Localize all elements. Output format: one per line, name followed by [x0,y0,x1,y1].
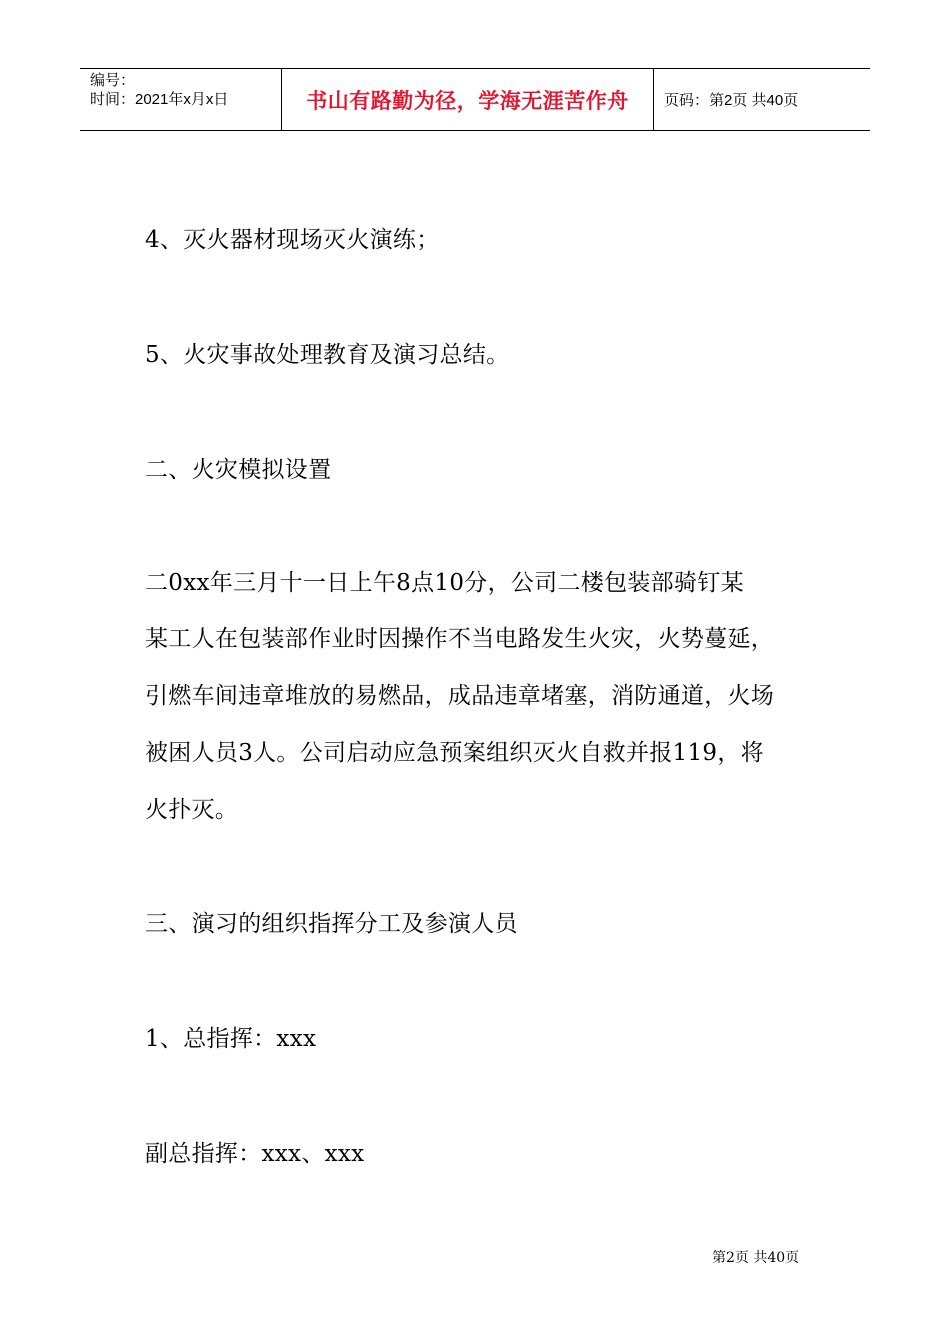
paragraph-line: 二0xx年三月十一日上午8点10分，公司二楼包装部骑钉某 [145,570,744,596]
document-number-label: 编号： [90,72,136,89]
deputy-commander-line: 副总指挥：xxx、xxx [145,1141,365,1167]
header-meta [80,69,282,130]
document-time: 时间：2021年x月x日 [90,91,229,108]
paragraph-line: 引燃车间违章堆放的易燃品，成品违章堵塞，消防通道，火场 [145,683,775,709]
paragraph-line: 火扑灭。 [145,797,239,823]
section-heading-2: 二、火灾模拟设置 [145,457,332,483]
document-header [80,68,870,131]
header-page-info: 页码：第2页 共40页 [664,92,799,109]
list-item-4: 4、灭火器材现场灭火演练； [145,227,440,253]
header-motto: 书山有路勤为径，学海无涯苦作舟 [282,69,654,130]
page-footer: 第2页 共40页 [712,1250,800,1266]
paragraph-line: 某工人在包装部作业时因操作不当电路发生火灾，火势蔓延， [145,626,775,652]
list-item-5: 5、火灾事故处理教育及演习总结。 [145,342,510,368]
section-heading-3: 三、演习的组织指挥分工及参演人员 [145,911,518,937]
commander-line: 1、总指挥：xxx [145,1026,317,1052]
paragraph-line: 被困人员3人。公司启动应急预案组织灭火自救并报119，将 [145,740,764,766]
